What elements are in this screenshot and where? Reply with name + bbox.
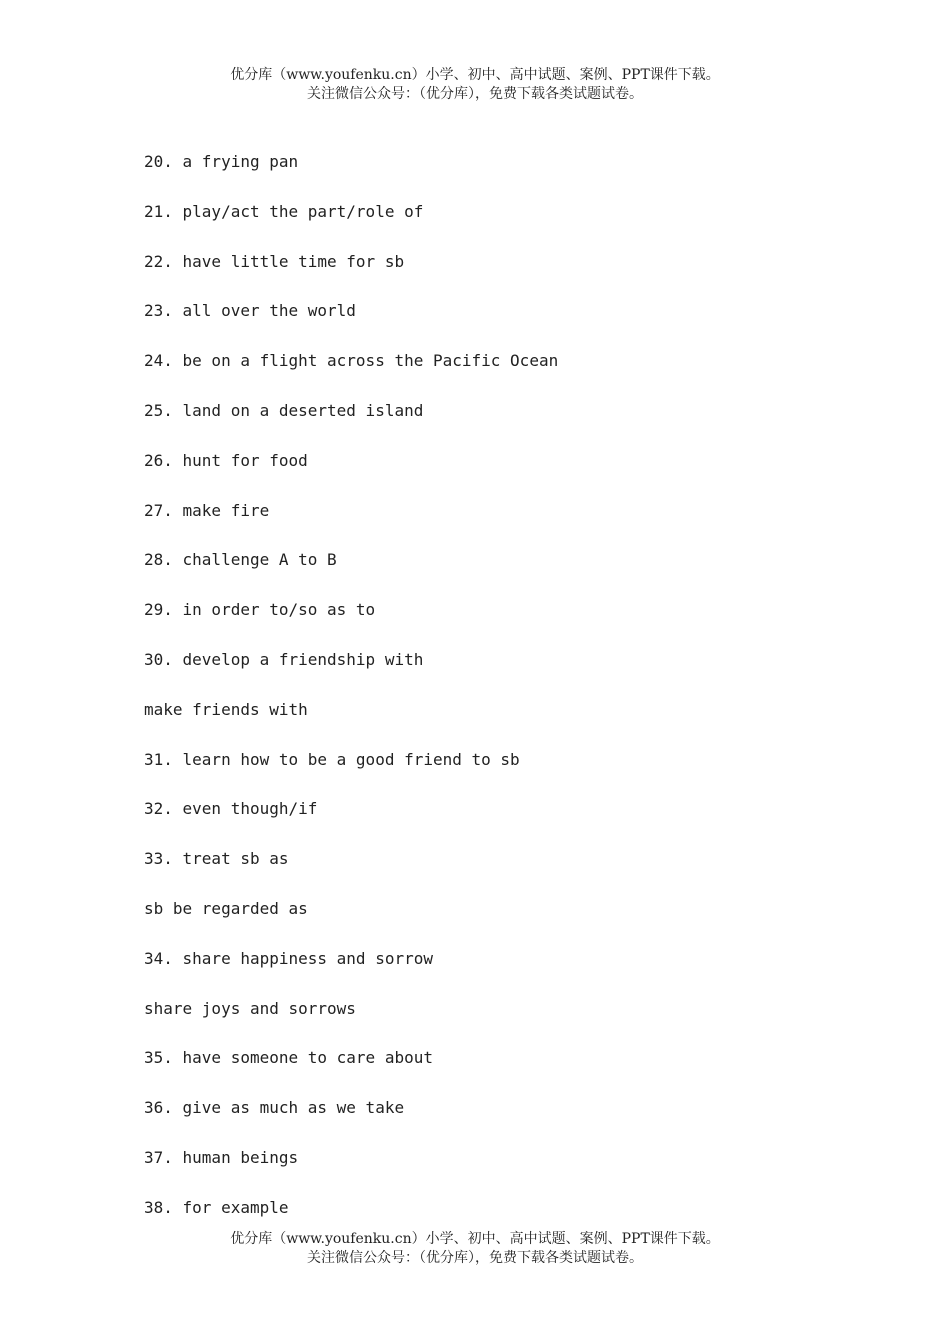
list-item: 32. even though/if (144, 799, 318, 819)
list-item: 28. challenge A to B (144, 550, 337, 570)
list-item: share joys and sorrows (144, 998, 356, 1018)
list-item: 36. give as much as we take (144, 1098, 405, 1118)
list-item: 29. in order to/so as to (144, 600, 376, 620)
list-item: 27. make fire (144, 500, 270, 520)
list-item: 22. have little time for sb (144, 251, 405, 271)
list-item: make friends with (144, 699, 308, 719)
list-item: 23. all over the world (144, 301, 356, 321)
vocabulary-list (144, 150, 904, 1246)
list-item: 24. be on a flight across the Pacific Ocean (144, 351, 559, 371)
page-footer (0, 1230, 950, 1268)
header-line-1: 优分库（www.youfenku.cn）小学、初中、高中试题、案例、PPT课件下载。 (230, 67, 720, 83)
list-item: 31. learn how to be a good friend to sb (144, 749, 520, 769)
list-item: 34. share happiness and sorrow (144, 948, 433, 968)
list-item: 33. treat sb as (144, 849, 289, 869)
list-item: 38. for example (144, 1197, 289, 1217)
list-item: 21. play/act the part/role of (144, 201, 424, 221)
list-item: 35. have someone to care about (144, 1048, 433, 1068)
list-item: 37. human beings (144, 1147, 299, 1167)
footer-line-2: 关注微信公众号：（优分库），免费下载各类试题试卷。 (307, 1250, 643, 1266)
list-item: 20. a frying pan (144, 152, 299, 171)
list-item: sb be regarded as (144, 898, 308, 918)
list-item: 25. land on a deserted island (144, 400, 424, 420)
footer-line-1: 优分库（www.youfenku.cn）小学、初中、高中试题、案例、PPT课件下载。 (230, 1231, 720, 1247)
list-item: 26. hunt for food (144, 450, 308, 470)
list-item: 30. develop a friendship with (144, 649, 424, 669)
page-header (0, 66, 950, 104)
header-line-2: 关注微信公众号：（优分库），免费下载各类试题试卷。 (307, 86, 643, 102)
